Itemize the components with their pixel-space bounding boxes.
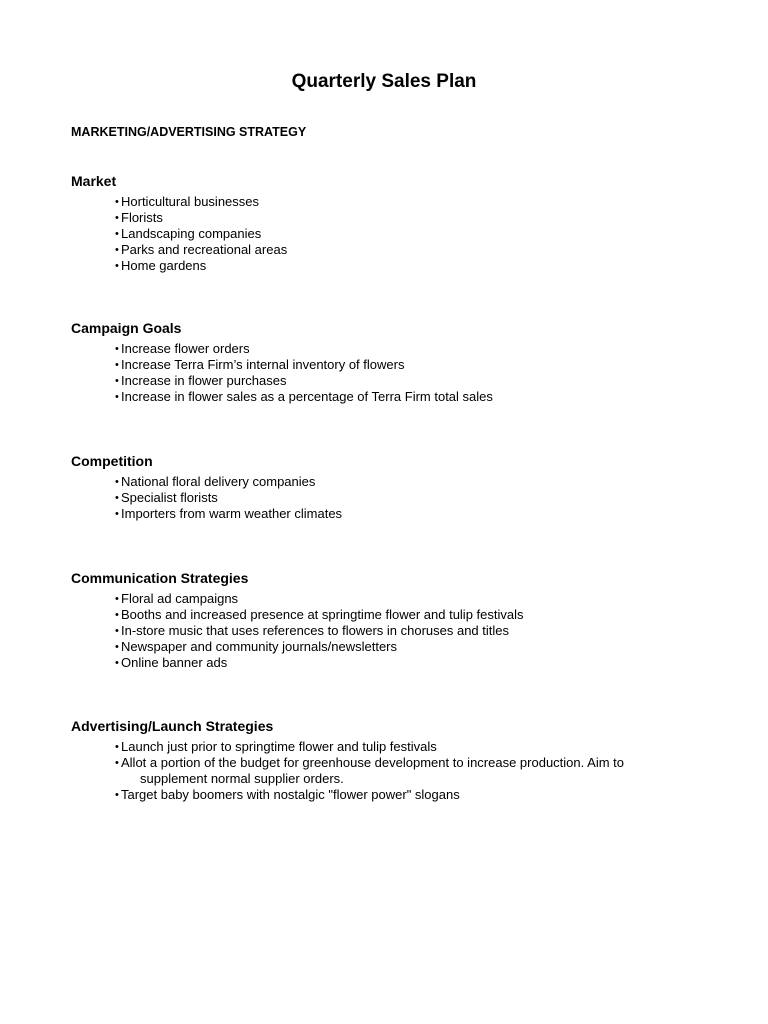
list-item: • Parks and recreational areas <box>115 242 288 257</box>
section-advertising-launch-strategies <box>71 717 711 803</box>
list-item: • National floral delivery companies <box>115 474 316 489</box>
bullet-icon: • <box>115 641 119 653</box>
advertising-launch-strategies-list <box>71 739 711 803</box>
market-list <box>71 194 711 274</box>
bullet-icon: • <box>115 625 119 637</box>
bullet-icon: • <box>115 228 119 240</box>
bullet-icon: • <box>115 260 119 272</box>
communication-strategies-list <box>71 591 711 671</box>
list-item: • Home gardens <box>115 258 207 273</box>
list-item: • Florists <box>115 210 163 225</box>
bullet-icon: • <box>115 212 119 224</box>
bullet-icon: • <box>115 391 119 403</box>
competition-list <box>71 474 711 522</box>
bullet-icon: • <box>115 343 119 355</box>
list-item: • Increase flower orders <box>115 341 250 356</box>
section-competition <box>71 452 711 522</box>
list-item: • Increase Terra Firm’s internal inventory of flowers <box>115 357 405 372</box>
bullet-icon: • <box>115 757 119 769</box>
list-item: • Booths and increased presence at springtime flower and tulip festivals <box>115 607 524 622</box>
list-item: • Horticultural businesses <box>115 194 260 209</box>
list-item: • Allot a portion of the budget for greenhouse development to increase production. Aim to supplement normal supplier orders. <box>116 755 711 787</box>
section-heading-competition: Competition <box>71 453 153 469</box>
list-item: • In-store music that uses references to flowers in choruses and titles <box>115 623 510 638</box>
list-item-continuation: supplement normal supplier orders. <box>140 771 344 786</box>
section-campaign-goals <box>71 319 711 405</box>
bullet-icon: • <box>115 508 119 520</box>
campaign-goals-list <box>71 341 711 405</box>
bullet-icon: • <box>115 789 119 801</box>
bullet-icon: • <box>115 476 119 488</box>
section-communication-strategies <box>71 569 711 671</box>
bullet-icon: • <box>115 657 119 669</box>
list-item: • Landscaping companies <box>115 226 262 241</box>
section-market <box>71 172 711 274</box>
bullet-icon: • <box>115 492 119 504</box>
bullet-icon: • <box>115 375 119 387</box>
section-heading-communication-strategies: Communication Strategies <box>71 570 249 586</box>
strategy-heading: MARKETING/ADVERTISING STRATEGY <box>71 125 307 139</box>
list-item: • Specialist florists <box>115 490 218 505</box>
list-item: • Floral ad campaigns <box>115 591 239 606</box>
bullet-icon: • <box>115 741 119 753</box>
list-item: • Newspaper and community journals/newsletters <box>115 639 398 654</box>
section-heading-market: Market <box>71 173 117 189</box>
list-item: • Online banner ads <box>115 655 228 670</box>
bullet-icon: • <box>115 359 119 371</box>
bullet-icon: • <box>115 244 119 256</box>
list-item: • Importers from warm weather climates <box>115 506 343 521</box>
bullet-icon: • <box>115 593 119 605</box>
bullet-icon: • <box>115 609 119 621</box>
list-item: • Increase in flower purchases <box>115 373 287 388</box>
list-item: • Increase in flower sales as a percentage of Terra Firm total sales <box>115 389 493 404</box>
bullet-icon: • <box>115 196 119 208</box>
section-heading-campaign-goals: Campaign Goals <box>71 320 182 336</box>
section-heading-advertising-launch-strategies: Advertising/Launch Strategies <box>71 718 274 734</box>
page-title: Quarterly Sales Plan <box>291 71 477 92</box>
list-item: • Target baby boomers with nostalgic "flower power" slogans <box>115 787 460 802</box>
list-item: • Launch just prior to springtime flower and tulip festivals <box>115 739 437 754</box>
